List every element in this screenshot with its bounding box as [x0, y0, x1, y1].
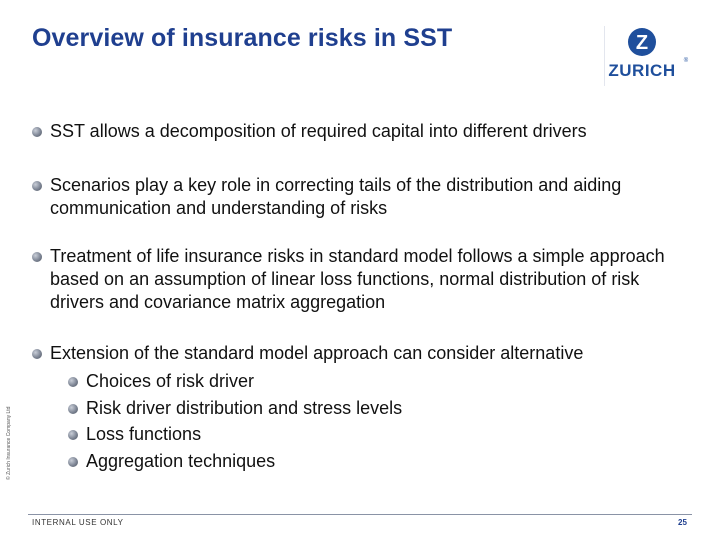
registered-mark: ®: [683, 58, 689, 64]
bullet-4-text: Extension of the standard model approach can consider alternative: [50, 343, 584, 363]
sub-bullet-item: [68, 421, 402, 448]
sub-bullet-item: [68, 448, 402, 475]
sub-bullet-text: Loss functions: [86, 424, 202, 444]
zurich-logo: [598, 26, 694, 84]
bullet-1-text: SST allows a decomposition of required capital into different drivers: [50, 121, 587, 141]
sub-bullet-text: Risk driver distribution and stress levels: [86, 397, 403, 418]
sub-bullet-dot-icon: [68, 430, 78, 440]
sub-bullet-dot-icon: [68, 404, 78, 414]
sub-bullet-item: [68, 368, 402, 395]
bullet-dot-icon: [32, 349, 42, 359]
bullet-dot-icon: [32, 127, 42, 137]
bullet-1: [32, 120, 692, 143]
bullet-2: [32, 174, 692, 220]
bullet-dot-icon: [32, 252, 42, 262]
bullet-2-text: Scenarios play a key role in correcting tails of the distribution and aiding communication and understanding of risks: [50, 175, 622, 218]
sub-bullet-text: Aggregation techniques: [86, 450, 276, 471]
logo-wordmark: ZURICH: [608, 61, 676, 80]
sub-bullet-dot-icon: [68, 377, 78, 387]
slide-title: Overview of insurance risks in SST: [32, 24, 453, 52]
side-copyright: © Zurich Insurance Company Ltd: [6, 406, 12, 480]
footer-classification: INTERNAL USE ONLY: [32, 518, 124, 527]
sub-bullet-text: Choices of risk driver: [86, 371, 255, 391]
footer-divider: [28, 514, 692, 515]
zurich-logo-mark: [598, 26, 694, 84]
logo-z-letter: Z: [635, 32, 649, 54]
bullet-3: [32, 245, 672, 314]
bullet-3-text: Treatment of life insurance risks in standard model follows a simple approach based on an assumption of linear loss functions, normal distribution of risk drivers and covariance matrix aggregation: [50, 246, 665, 312]
sub-bullet-list: [68, 368, 402, 474]
sub-bullet-item: [68, 395, 402, 422]
sub-bullet-dot-icon: [68, 457, 78, 467]
bullet-4: [32, 342, 692, 365]
bullet-dot-icon: [32, 181, 42, 191]
page-number: 25: [678, 518, 687, 527]
